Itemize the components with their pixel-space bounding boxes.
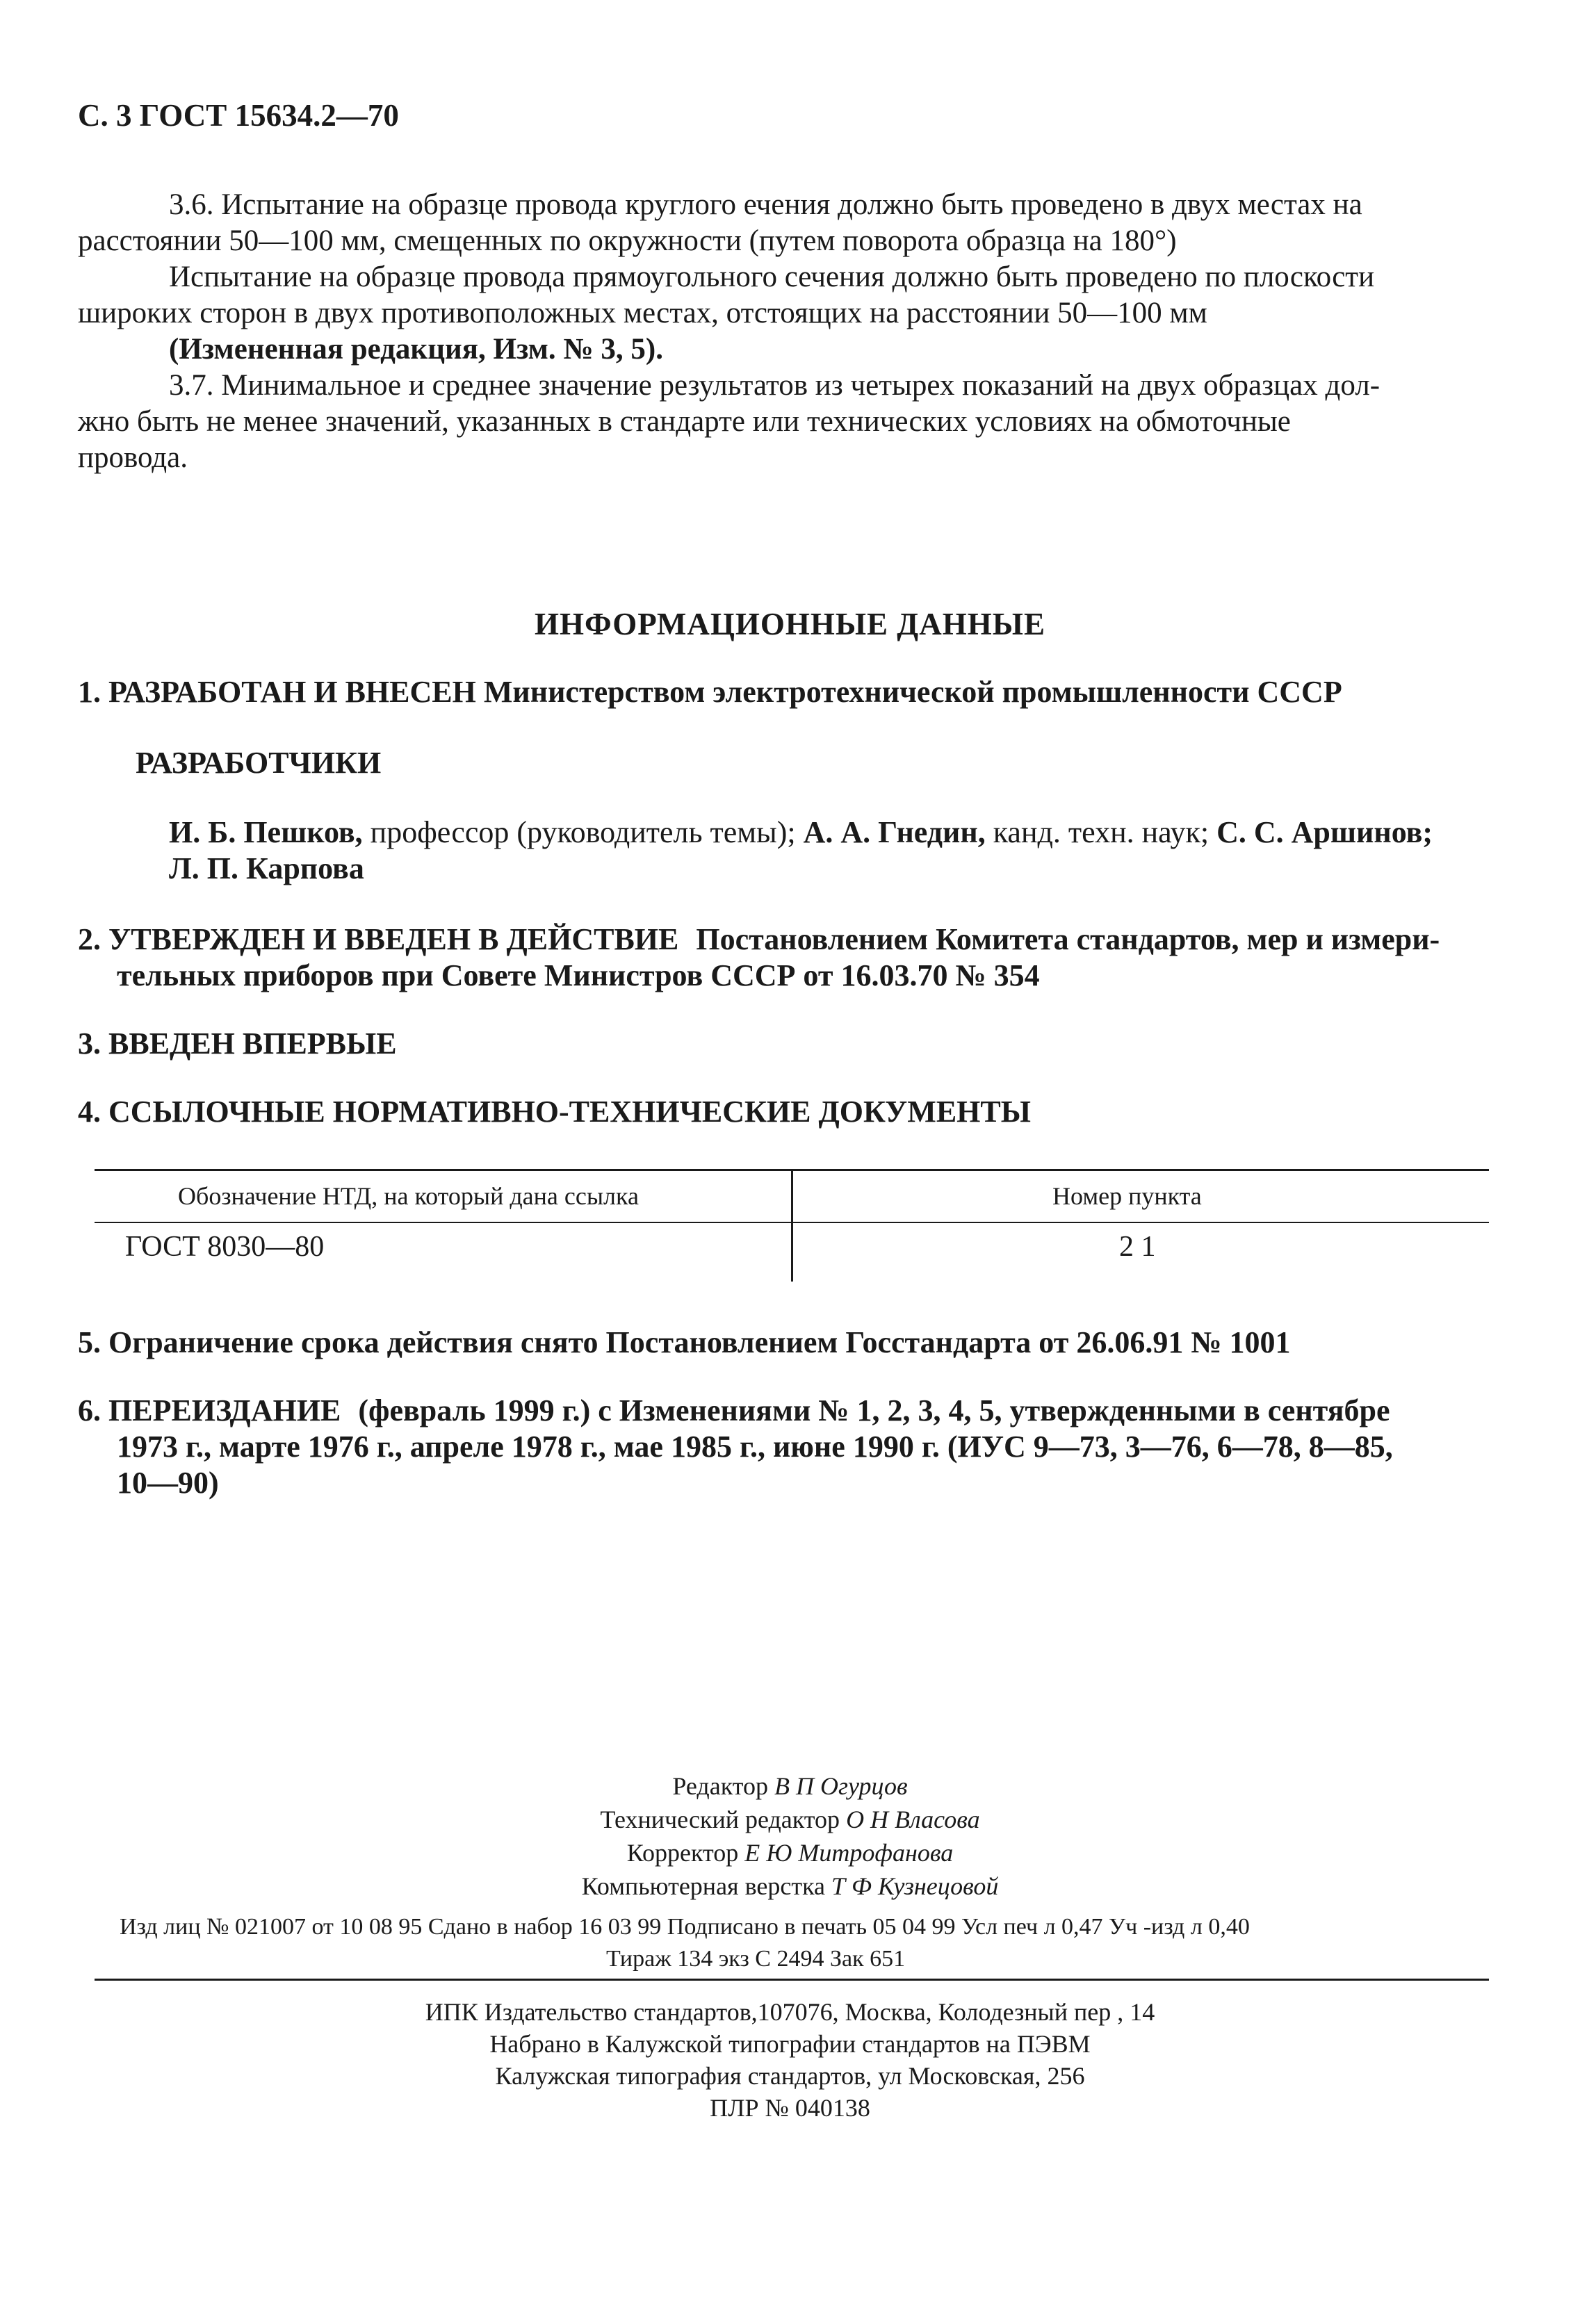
info-item-2-line-1: [78, 922, 1440, 957]
credit-layout: [0, 1869, 1580, 1903]
info-item-1-text: Министерством электротехнической промышленности СССР: [483, 675, 1342, 709]
clause-3-6-line-2: расстоянии 50—100 мм, смещенных по окружности (путем поворота образца на 180°): [78, 224, 1177, 257]
clause-3-6-amendment: (Измененная редакция, Изм. № 3, 5).: [169, 333, 663, 366]
page-header: С. 3 ГОСТ 15634.2—70: [78, 98, 399, 133]
developer-role: канд. техн. наук;: [985, 815, 1217, 849]
credit-label: Технический редактор: [600, 1806, 840, 1833]
imprint-line-2: Тираж 134 экз С 2494 Зак 651: [606, 1946, 906, 1972]
table-cell-clause: 2 1: [1119, 1231, 1156, 1263]
developer-name: А. А. Гнедин,: [803, 815, 986, 849]
credit-name: В П Огурцов: [774, 1772, 908, 1800]
credit-label: Компьютерная верстка: [581, 1872, 826, 1900]
table-header-clause: Номер пункта: [1052, 1182, 1202, 1210]
clause-3-6-line-1: 3.6. Испытание на образце провода круглого ечения должно быть проведено в двух местах на: [169, 188, 1362, 221]
developer-name: Л. П. Карпова: [169, 851, 364, 885]
credit-corrector: [0, 1836, 1580, 1869]
credits-block: [0, 1769, 1580, 1903]
clause-3-6b-line-1: Испытание на образце провода прямоугольного сечения должно быть проведено по плоскости: [169, 261, 1375, 293]
info-item-6-heading: 6. ПЕРЕИЗДАНИЕ: [78, 1393, 341, 1427]
info-item-1: [78, 674, 1342, 710]
footer-rule: [95, 1979, 1489, 1981]
info-item-6-text: (февраль 1999 г.) с Изменениями № 1, 2, 3, 4, 5, утвержденными в сентябре: [358, 1393, 1390, 1427]
table-header-document: Обозначение НТД, на который дана ссылка: [178, 1182, 639, 1210]
credit-tech-editor: [0, 1803, 1580, 1836]
publisher-line: Набрано в Калужской типографии стандартов на ПЭВМ: [489, 2030, 1091, 2058]
info-item-2-text: Постановлением Комитета стандартов, мер и измери-: [696, 922, 1440, 956]
info-item-6-line-2: 1973 г., марте 1976 г., апреле 1978 г., мае 1985 г., июне 1990 г. (ИУС 9—73, 3—76, 6—78, 8—85,: [117, 1430, 1393, 1464]
table-column-divider: [791, 1169, 793, 1282]
publisher-block: [0, 1996, 1580, 2124]
publisher-line: ИПК Издательство стандартов,107076, Москва, Колодезный пер , 14: [425, 1998, 1155, 2026]
developers-line-1: [169, 815, 1433, 850]
credit-name: Е Ю Митрофанова: [744, 1839, 954, 1867]
table-cell-document: ГОСТ 8030—80: [125, 1231, 325, 1263]
publisher-line: Калужская типография стандартов, ул Московская, 256: [495, 2062, 1085, 2090]
clause-3-6b-line-2: широких сторон в двух противоположных местах, отстоящих на расстоянии 50—100 мм: [78, 297, 1207, 329]
developer-name: И. Б. Пешков,: [169, 815, 363, 849]
clause-3-7-line-1: 3.7. Минимальное и среднее значение результатов из четырех показаний на двух образцах дол-: [169, 369, 1381, 402]
info-item-1-heading: 1. РАЗРАБОТАН И ВНЕСЕН: [78, 675, 476, 709]
credit-editor: [0, 1769, 1580, 1803]
info-data-title: ИНФОРМАЦИОННЫЕ ДАННЫЕ: [535, 607, 1045, 641]
clause-3-7-line-2: жно быть не менее значений, указанных в стандарте или технических условиях на обмоточные: [78, 405, 1291, 438]
info-item-3: 3. ВВЕДЕН ВПЕРВЫЕ: [78, 1026, 397, 1061]
info-item-6-line-1: [78, 1393, 1390, 1428]
info-item-6-line-3: 10—90): [117, 1466, 219, 1500]
info-item-5: 5. Ограничение срока действия снято Постановлением Госстандарта от 26.06.91 № 1001: [78, 1325, 1291, 1359]
info-item-2-heading: 2. УТВЕРЖДЕН И ВВЕДЕН В ДЕЙСТВИЕ: [78, 922, 679, 956]
credit-name: Т Ф Кузнецовой: [831, 1872, 999, 1900]
info-item-4: 4. ССЫЛОЧНЫЕ НОРМАТИВНО-ТЕХНИЧЕСКИЕ ДОКУМЕНТЫ: [78, 1095, 1031, 1129]
publisher-line: ПЛР № 040138: [710, 2094, 870, 2122]
developer-role: профессор (руководитель темы);: [362, 815, 804, 849]
developers-heading: РАЗРАБОТЧИКИ: [136, 746, 382, 780]
imprint-line-1: Изд лиц № 021007 от 10 08 95 Сдано в набор 16 03 99 Подписано в печать 05 04 99 Усл печ л 0,47 Уч -изд л 0,40: [120, 1914, 1250, 1940]
info-item-2-line-2: тельных приборов при Совете Министров СССР от 16.03.70 № 354: [117, 958, 1040, 992]
credit-label: Редактор: [672, 1772, 768, 1800]
developer-name: С. С. Аршинов;: [1216, 815, 1433, 849]
credit-label: Корректор: [626, 1839, 739, 1867]
clause-3-7-line-3: провода.: [78, 441, 188, 474]
credit-name: О Н Власова: [846, 1806, 980, 1833]
